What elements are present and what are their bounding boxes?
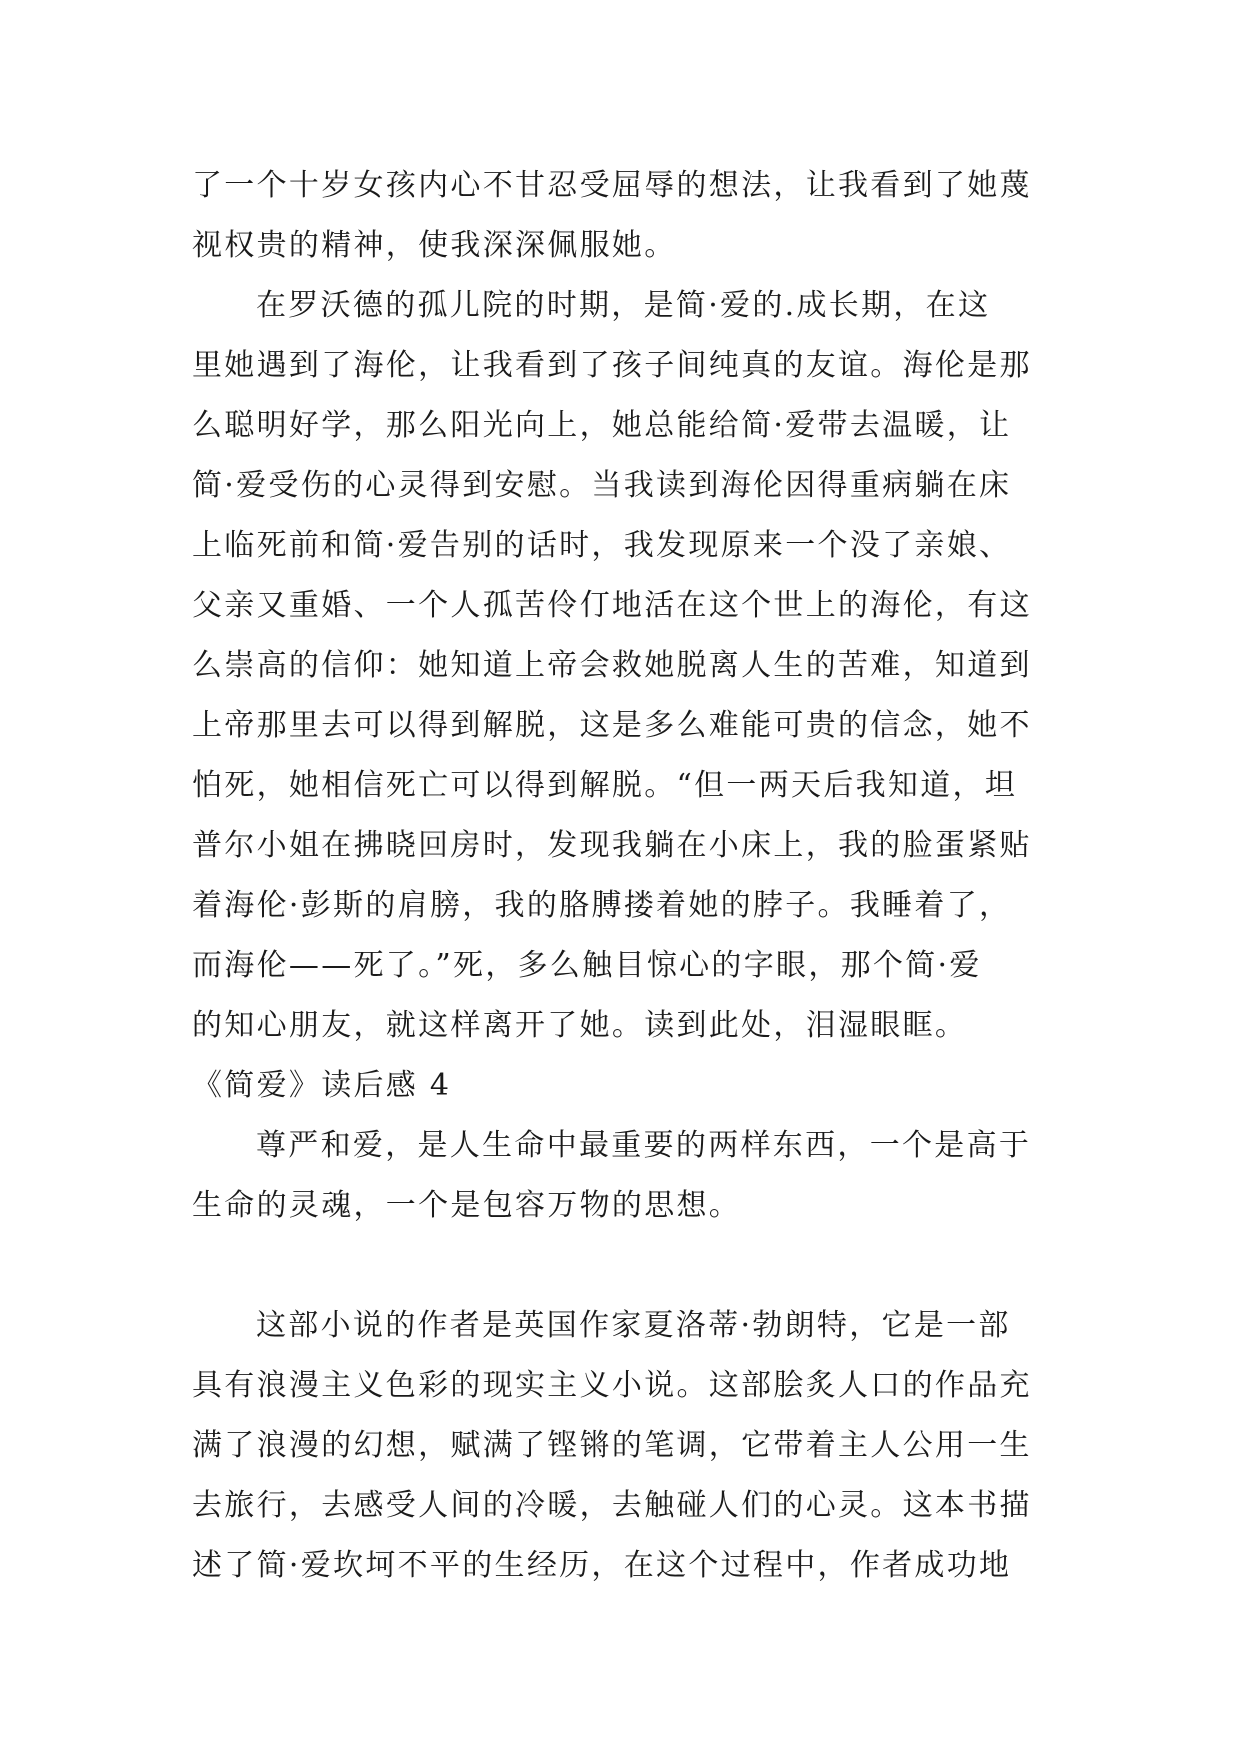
paragraph-start-line: 在罗沃德的孤儿院的时期，是简·爱的.成长期，在这	[256, 288, 991, 323]
text-line: 普尔小姐在拂晓回房时，发现我躺在小床上，我的脸蛋紧贴	[192, 828, 1032, 863]
text-line: 上帝那里去可以得到解脱，这是多么难能可贵的信念，她不	[192, 708, 1032, 743]
text-line: 了一个十岁女孩内心不甘忍受屈辱的想法，让我看到了她蔑	[192, 168, 1032, 203]
paragraph-start-line: 尊严和爱，是人生命中最重要的两样东西，一个是高于	[256, 1128, 1032, 1163]
text-line: 的知心朋友，就这样离开了她。读到此处，泪湿眼眶。	[192, 1008, 968, 1043]
section-heading: 《简爱》读后感 4	[192, 1068, 452, 1103]
text-line: 述了简·爱坎坷不平的生经历，在这个过程中，作者成功地	[192, 1548, 1012, 1583]
text-line: 怕死，她相信死亡可以得到解脱。“但一两天后我知道，坦	[192, 768, 1018, 803]
text-line: 里她遇到了海伦，让我看到了孩子间纯真的友谊。海伦是那	[192, 348, 1032, 383]
text-line: 父亲又重婚、一个人孤苦伶仃地活在这个世上的海伦，有这	[192, 588, 1032, 623]
text-line: 生命的灵魂，一个是包容万物的思想。	[192, 1188, 742, 1223]
document-body	[192, 156, 1052, 1596]
blank-line	[192, 1236, 1052, 1296]
text-line: 简·爱受伤的心灵得到安慰。当我读到海伦因得重病躺在床	[192, 468, 1012, 503]
paragraph-start-line: 这部小说的作者是英国作家夏洛蒂·勃朗特，它是一部	[256, 1308, 1011, 1343]
text-line: 着海伦·彭斯的肩膀，我的胳膊搂着她的脖子。我睡着了，	[192, 888, 1012, 923]
text-line: 上临死前和简·爱告别的话时，我发现原来一个没了亲娘、	[192, 528, 1012, 563]
text-line: 具有浪漫主义色彩的现实主义小说。这部脍炙人口的作品充	[192, 1368, 1032, 1403]
text-line: 去旅行，去感受人间的冷暖，去触碰人们的心灵。这本书描	[192, 1488, 1032, 1523]
text-line: 视权贵的精神，使我深深佩服她。	[192, 228, 677, 263]
text-line: 么崇高的信仰：她知道上帝会救她脱离人生的苦难，知道到	[192, 648, 1032, 683]
text-line: 么聪明好学，那么阳光向上，她总能给简·爱带去温暖，让	[192, 408, 1012, 443]
text-line: 满了浪漫的幻想，赋满了铿锵的笔调，它带着主人公用一生	[192, 1428, 1032, 1463]
text-line: 而海伦——死了。”死，多么触目惊心的字眼，那个简·爱	[192, 948, 982, 983]
